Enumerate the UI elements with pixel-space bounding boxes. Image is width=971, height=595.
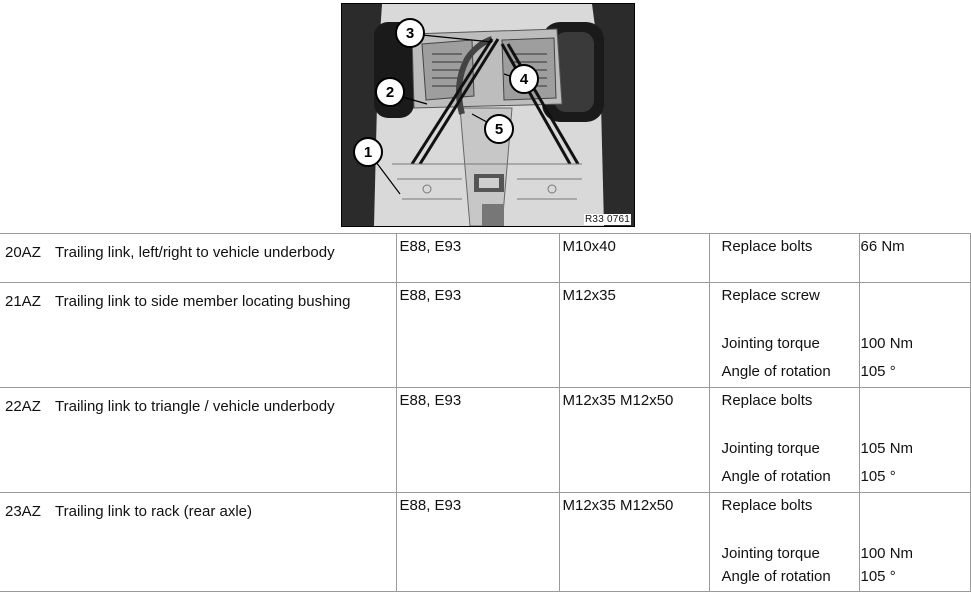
spec-value: 66 Nm [860, 238, 905, 255]
callout-4 [510, 65, 538, 93]
svg-text:3: 3 [405, 25, 415, 42]
row-description: Trailing link to side member locating bushing [55, 293, 351, 310]
row-bolt: M12x35 M12x50 [562, 392, 674, 409]
figure-reference: R33 0761 [585, 214, 630, 225]
spec-value: 105 ° [860, 363, 896, 380]
svg-text:4: 4 [519, 71, 529, 88]
spec-value: 105 Nm [860, 440, 914, 457]
spec-label: Replace bolts [721, 497, 813, 514]
row-code: 23AZ [5, 503, 41, 520]
callout-2 [376, 78, 404, 106]
row-code: 21AZ [5, 293, 41, 310]
row-models: E88, E93 [399, 238, 462, 255]
spec-value: 100 Nm [860, 545, 914, 562]
table-row [0, 388, 970, 493]
callout-5 [485, 115, 513, 143]
spec-label: Angle of rotation [721, 468, 831, 485]
spec-label: Replace bolts [721, 392, 813, 409]
callout-1 [354, 138, 382, 166]
table-row [0, 283, 970, 388]
table-row [0, 493, 970, 592]
callout-3 [396, 19, 424, 47]
row-models: E88, E93 [399, 392, 462, 409]
row-models: E88, E93 [399, 287, 462, 304]
spec-label: Jointing torque [721, 440, 820, 457]
svg-text:2: 2 [385, 84, 395, 101]
row-code: 22AZ [5, 398, 41, 415]
svg-text:5: 5 [494, 121, 504, 138]
row-code: 20AZ [5, 244, 41, 261]
spec-value: 105 ° [860, 468, 896, 485]
row-description: Trailing link to rack (rear axle) [55, 503, 252, 520]
spec-label: Jointing torque [721, 545, 820, 562]
spec-label: Replace screw [721, 287, 820, 304]
spec-label: Angle of rotation [721, 568, 831, 585]
row-bolt: M10x40 [562, 238, 616, 255]
spec-value: 105 ° [860, 568, 896, 585]
row-description: Trailing link to triangle / vehicle underbody [55, 398, 335, 415]
svg-text:1: 1 [363, 144, 373, 161]
row-bolt: M12x35 M12x50 [562, 497, 674, 514]
spec-value: 100 Nm [860, 335, 914, 352]
table-row [0, 234, 970, 283]
underbody-figure [341, 3, 635, 227]
underbody-drawing [342, 4, 634, 226]
spec-label: Angle of rotation [721, 363, 831, 380]
spec-label: Jointing torque [721, 335, 820, 352]
spec-label: Replace bolts [721, 238, 813, 255]
torque-spec-table [0, 233, 971, 592]
row-bolt: M12x35 [562, 287, 616, 304]
row-description: Trailing link, left/right to vehicle underbody [55, 244, 335, 261]
row-models: E88, E93 [399, 497, 462, 514]
